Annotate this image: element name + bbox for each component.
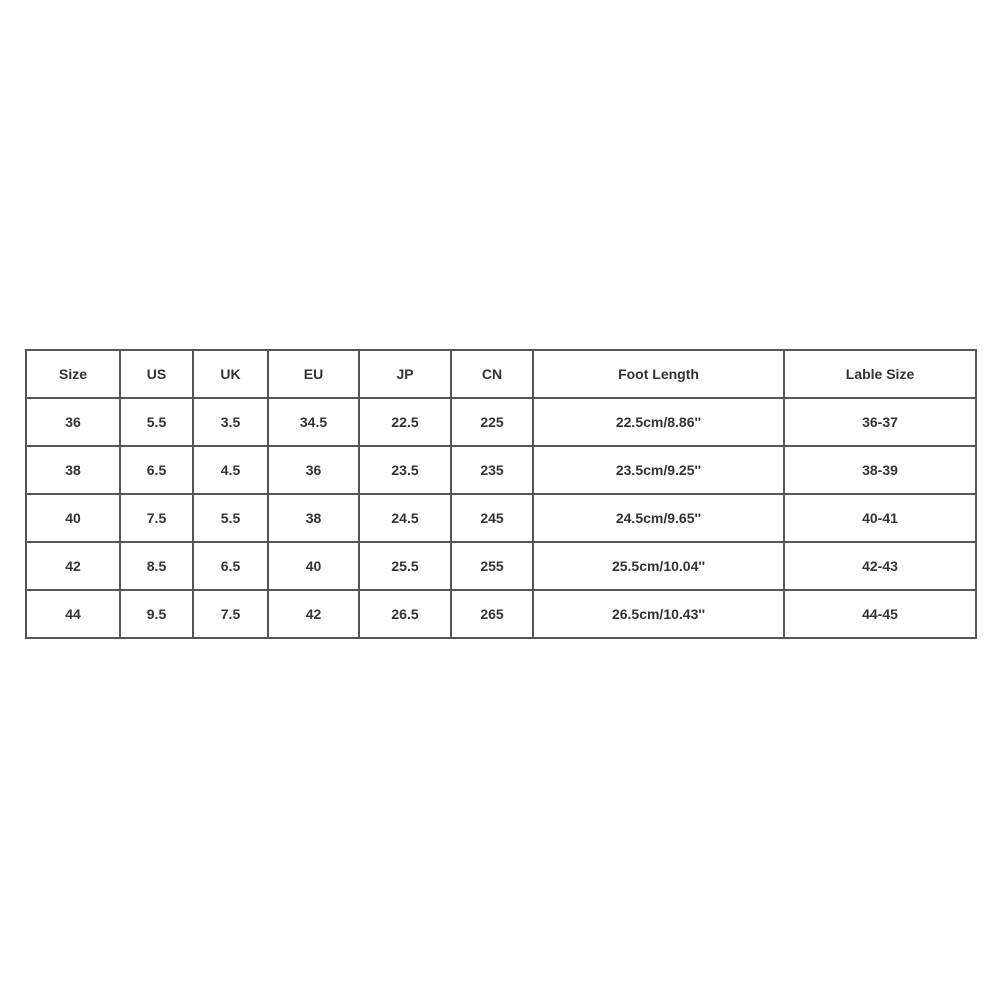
cell-jp: 24.5 — [359, 494, 451, 542]
cell-size: 36 — [26, 398, 120, 446]
table-header-row — [26, 350, 976, 398]
cell-label-size: 42-43 — [784, 542, 976, 590]
cell-us: 9.5 — [120, 590, 193, 638]
header-us: US — [120, 350, 193, 398]
header-eu: EU — [268, 350, 359, 398]
cell-foot-length: 24.5cm/9.65'' — [533, 494, 784, 542]
cell-foot-length: 26.5cm/10.43'' — [533, 590, 784, 638]
cell-uk: 7.5 — [193, 590, 268, 638]
cell-jp: 22.5 — [359, 398, 451, 446]
cell-label-size: 40-41 — [784, 494, 976, 542]
cell-size: 40 — [26, 494, 120, 542]
cell-us: 5.5 — [120, 398, 193, 446]
cell-eu: 36 — [268, 446, 359, 494]
cell-cn: 255 — [451, 542, 533, 590]
cell-cn: 265 — [451, 590, 533, 638]
cell-jp: 23.5 — [359, 446, 451, 494]
header-jp: JP — [359, 350, 451, 398]
cell-us: 6.5 — [120, 446, 193, 494]
cell-size: 42 — [26, 542, 120, 590]
table-row — [26, 446, 976, 494]
cell-us: 7.5 — [120, 494, 193, 542]
header-uk: UK — [193, 350, 268, 398]
cell-foot-length: 23.5cm/9.25'' — [533, 446, 784, 494]
cell-jp: 25.5 — [359, 542, 451, 590]
header-size: Size — [26, 350, 120, 398]
table-row — [26, 494, 976, 542]
cell-size: 44 — [26, 590, 120, 638]
cell-uk: 3.5 — [193, 398, 268, 446]
cell-label-size: 44-45 — [784, 590, 976, 638]
cell-cn: 225 — [451, 398, 533, 446]
cell-uk: 4.5 — [193, 446, 268, 494]
cell-cn: 245 — [451, 494, 533, 542]
size-chart-table — [25, 349, 977, 639]
cell-label-size: 38-39 — [784, 446, 976, 494]
cell-us: 8.5 — [120, 542, 193, 590]
cell-eu: 34.5 — [268, 398, 359, 446]
cell-uk: 6.5 — [193, 542, 268, 590]
cell-foot-length: 22.5cm/8.86'' — [533, 398, 784, 446]
cell-size: 38 — [26, 446, 120, 494]
header-cn: CN — [451, 350, 533, 398]
cell-cn: 235 — [451, 446, 533, 494]
cell-eu: 42 — [268, 590, 359, 638]
cell-eu: 40 — [268, 542, 359, 590]
table-row — [26, 590, 976, 638]
table-row — [26, 398, 976, 446]
cell-eu: 38 — [268, 494, 359, 542]
header-label-size: Lable Size — [784, 350, 976, 398]
cell-uk: 5.5 — [193, 494, 268, 542]
header-foot-length: Foot Length — [533, 350, 784, 398]
cell-foot-length: 25.5cm/10.04'' — [533, 542, 784, 590]
table-row — [26, 542, 976, 590]
cell-jp: 26.5 — [359, 590, 451, 638]
cell-label-size: 36-37 — [784, 398, 976, 446]
